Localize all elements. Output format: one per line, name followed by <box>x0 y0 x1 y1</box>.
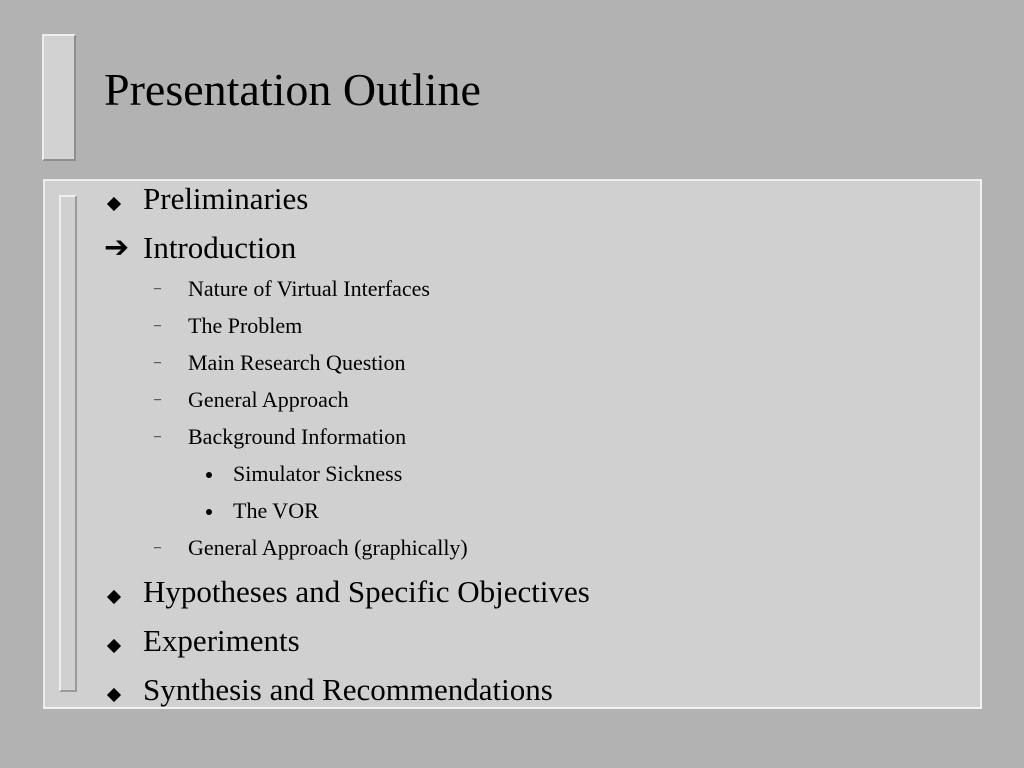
diamond-bullet-icon <box>104 622 142 660</box>
arrow-right-icon: ➔ <box>104 230 130 265</box>
dash-bullet-icon: – <box>154 540 161 555</box>
diamond-bullet-icon <box>104 671 142 709</box>
slide-title: Presentation Outline <box>104 64 481 115</box>
dash-bullet-icon: – <box>154 355 161 370</box>
dash-bullet-icon: – <box>154 281 161 296</box>
title-accent-bar <box>42 34 76 161</box>
dash-bullet-icon: – <box>154 429 161 444</box>
content-accent-bar <box>59 195 77 692</box>
diamond-bullet-icon <box>104 180 142 218</box>
dash-bullet-icon: – <box>154 392 161 407</box>
dash-bullet-icon: – <box>154 318 161 333</box>
diamond-bullet-icon <box>104 573 142 611</box>
dot-bullet-icon <box>203 460 212 488</box>
dot-bullet-icon <box>203 497 212 525</box>
